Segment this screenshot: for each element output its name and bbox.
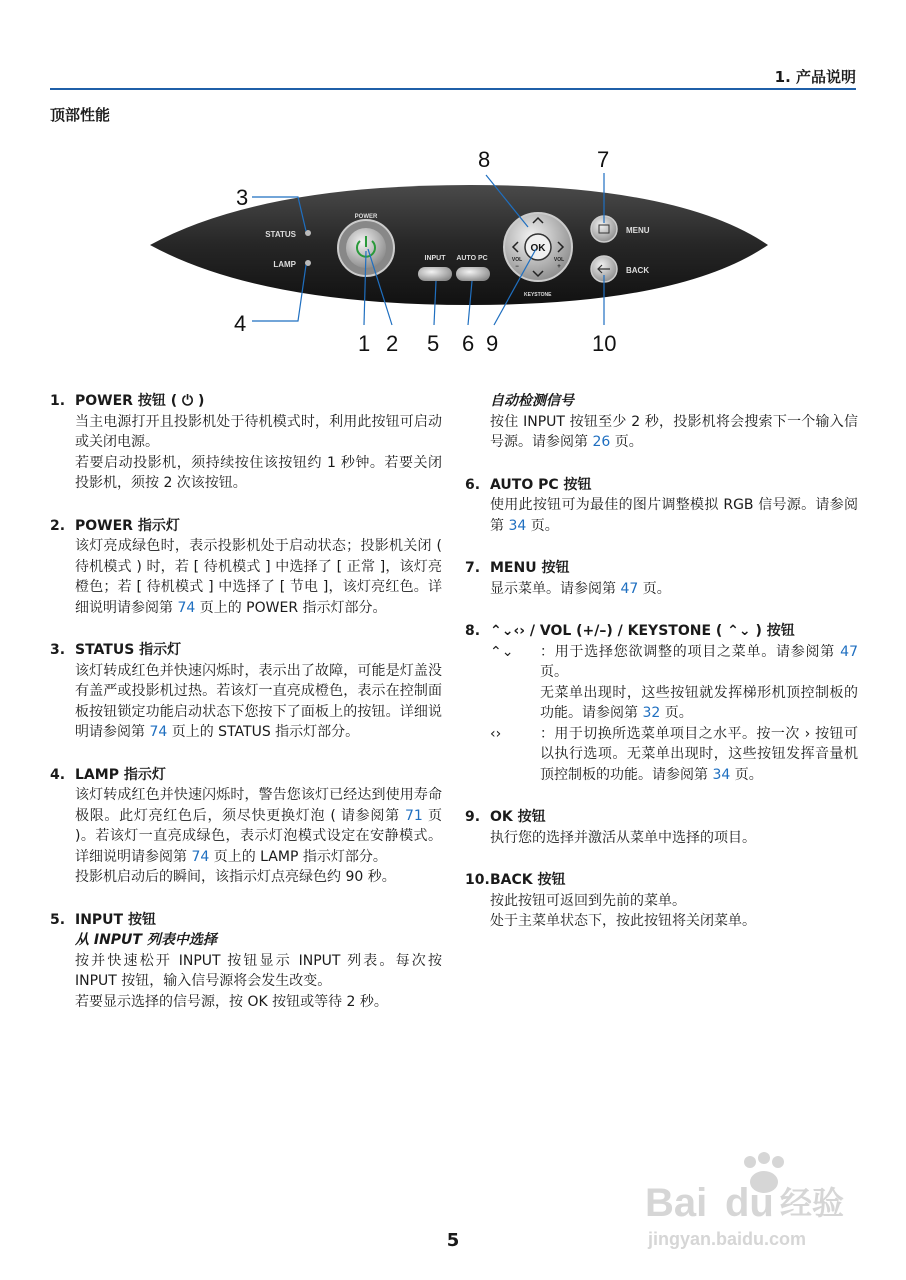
vol-left-label: VOL bbox=[511, 257, 523, 263]
left-column bbox=[50, 391, 442, 1034]
power-label: POWER bbox=[354, 214, 378, 220]
callout-1: 1 bbox=[358, 331, 371, 356]
watermark-brand: Bai bbox=[645, 1181, 708, 1225]
item-ok-button: 9. OK 按钮 执行您的选择并激活从菜单中选择的项目。 bbox=[465, 809, 756, 846]
autopc-button bbox=[456, 267, 490, 281]
item-back-button: 10. BACK 按钮 按此按钮可返回到先前的菜单。 处于主菜单状态下，按此按钮将关闭菜单。 bbox=[465, 872, 756, 929]
arrow-up-down-icon: ⌃⌄ bbox=[727, 623, 751, 639]
arrow-up-down-left-right-icon: ⌃⌄‹› bbox=[490, 623, 525, 639]
menu-label: MENU bbox=[626, 226, 650, 235]
page-link[interactable]: 74 bbox=[177, 599, 196, 616]
power-symbol-icon: ⏻ bbox=[181, 393, 194, 409]
page-number: 5 bbox=[446, 1230, 460, 1251]
baidu-watermark bbox=[640, 1150, 870, 1270]
header-rule bbox=[50, 88, 856, 90]
watermark-url: jingyan.baidu.com bbox=[648, 1229, 807, 1249]
back-label: BACK bbox=[626, 266, 650, 275]
page-link[interactable]: 32 bbox=[642, 705, 661, 721]
item-status-indicator: 3. STATUS 指示灯 该灯转成红色并快速闪烁时，表示出了故障，可能是灯盖没有盖严或投影机过热。若该灯一直亮成橙色，表示在控制面板按钮锁定功能启动状态下您按下了面板上的按钮。详细说明请参阅第 74 页上的 STATUS 指示灯部分。 bbox=[50, 642, 442, 740]
callout-5: 5 bbox=[427, 331, 440, 356]
item-input-auto-detect: 自动检测信号 按住 INPUT 按钮至少 2 秒，投影机将会搜索下一个输入信号源。请参阅第 26 页。 bbox=[490, 393, 858, 450]
callout-6: 6 bbox=[462, 331, 475, 356]
autopc-label: AUTO PC bbox=[456, 255, 488, 262]
vol-minus-label: − bbox=[515, 264, 519, 270]
callout-10: 10 bbox=[592, 331, 617, 356]
item-menu-button: 7. MENU 按钮 显示菜单。请参阅第 47 页。 bbox=[465, 560, 671, 597]
arrow-up-down-icon: ⌃⌄ bbox=[490, 643, 514, 660]
page-link[interactable]: 34 bbox=[508, 517, 527, 534]
item-autopc-button: 6. AUTO PC 按钮 使用此按钮可为最佳的图片调整模拟 RGB 信号源。请参阅第 34 页。 bbox=[465, 476, 858, 534]
item-input-button: 5. INPUT 按钮 从 INPUT 列表中选择 按并快速松开 INPUT 按钮显示 INPUT 列表。每次按 INPUT 按钮，输入信号源将会发生改变。 若要显示选择的信号源，按 OK 按钮或等待 2 秒。 bbox=[50, 911, 442, 1010]
page-link[interactable]: 47 bbox=[620, 580, 639, 597]
arrow-right-icon: › bbox=[804, 725, 811, 742]
item-power-indicator: 2. POWER 指示灯 该灯亮成绿色时，表示投影机处于启动状态；投影机关闭 ( 待机模式 ) 时，若 [ 待机模式 ] 中选择了 [ 正常 ]，该灯亮橙色；若 [ 待机模式 ] 中选择了 [ 节电 ]，该灯亮红色。详细说明请参阅第 74 页上的 POWER 指示灯部分。 bbox=[50, 517, 442, 616]
callout-2: 2 bbox=[386, 331, 399, 356]
item-power-button: 1. POWER 按钮 ( ⏻ ) 当主电源打开且投影机处于待机模式时，利用此按钮可启动或关闭电源。 若要启动投影机，须持续按住该按钮约 1 秒钟。若要关闭投影机，须按 2 次该按钮。 bbox=[50, 393, 442, 491]
input-button bbox=[418, 267, 452, 281]
keystone-label: KEYSTONE bbox=[524, 292, 552, 298]
callout-7: 7 bbox=[597, 147, 610, 172]
section-title: 顶部性能 bbox=[50, 106, 111, 124]
arrow-left-right-icon: ‹› bbox=[490, 725, 502, 742]
item-lamp-indicator: 4. LAMP 指示灯 该灯转成红色并快速闪烁时，警告您该灯已经达到使用寿命极限。此灯亮红色后，须尽快更换灯泡 ( 请参阅第 71 页 )。若该灯一直亮成绿色，表示灯泡模式设定在安静模式。详细说明请参阅第 74 页上的 LAMP 指示灯部分。 投影机启动后的瞬间，该指示灯点亮绿色约 90 秒。 bbox=[50, 766, 443, 885]
watermark-cn: 经验 bbox=[780, 1185, 845, 1221]
page-link[interactable]: 47 bbox=[840, 643, 858, 660]
page-link[interactable]: 74 bbox=[149, 724, 168, 740]
input-label: INPUT bbox=[424, 255, 446, 262]
watermark-brand2: du bbox=[725, 1181, 774, 1225]
control-panel-figure bbox=[140, 145, 770, 360]
lamp-label: LAMP bbox=[273, 260, 296, 269]
vol-right-label: VOL bbox=[553, 257, 565, 263]
callout-9: 9 bbox=[486, 331, 499, 356]
callout-3: 3 bbox=[236, 185, 249, 210]
page-link[interactable]: 34 bbox=[712, 766, 731, 783]
page-link[interactable]: 26 bbox=[592, 434, 611, 450]
page-link[interactable]: 74 bbox=[191, 848, 210, 865]
vol-plus-label: + bbox=[557, 264, 561, 270]
callout-8: 8 bbox=[478, 147, 491, 172]
ok-label: OK bbox=[530, 243, 546, 254]
status-label: STATUS bbox=[265, 230, 296, 239]
header-title: 1. 产品说明 bbox=[774, 68, 856, 86]
page-link[interactable]: 71 bbox=[405, 807, 423, 824]
callout-4: 4 bbox=[234, 311, 247, 336]
item-arrow-buttons: 8. ⌃⌄‹› / VOL (+/–) / KEYSTONE ( ⌃⌄ ) 按钮 ⌃⌄ ：用于选择您欲调整的项目之菜单。请参阅第 47 页。 无菜单出现时，这些按钮就发挥梯形机顶控制板的功能。请参阅第 32 页。 ‹› ：用于切换所选菜单项目之水平。按一次 › 按钮可以执行选项。无菜单出现时，这些按钮发挥音量机顶控制板的功能。请参阅第 34 页。 bbox=[465, 621, 858, 785]
right-column bbox=[465, 391, 858, 954]
